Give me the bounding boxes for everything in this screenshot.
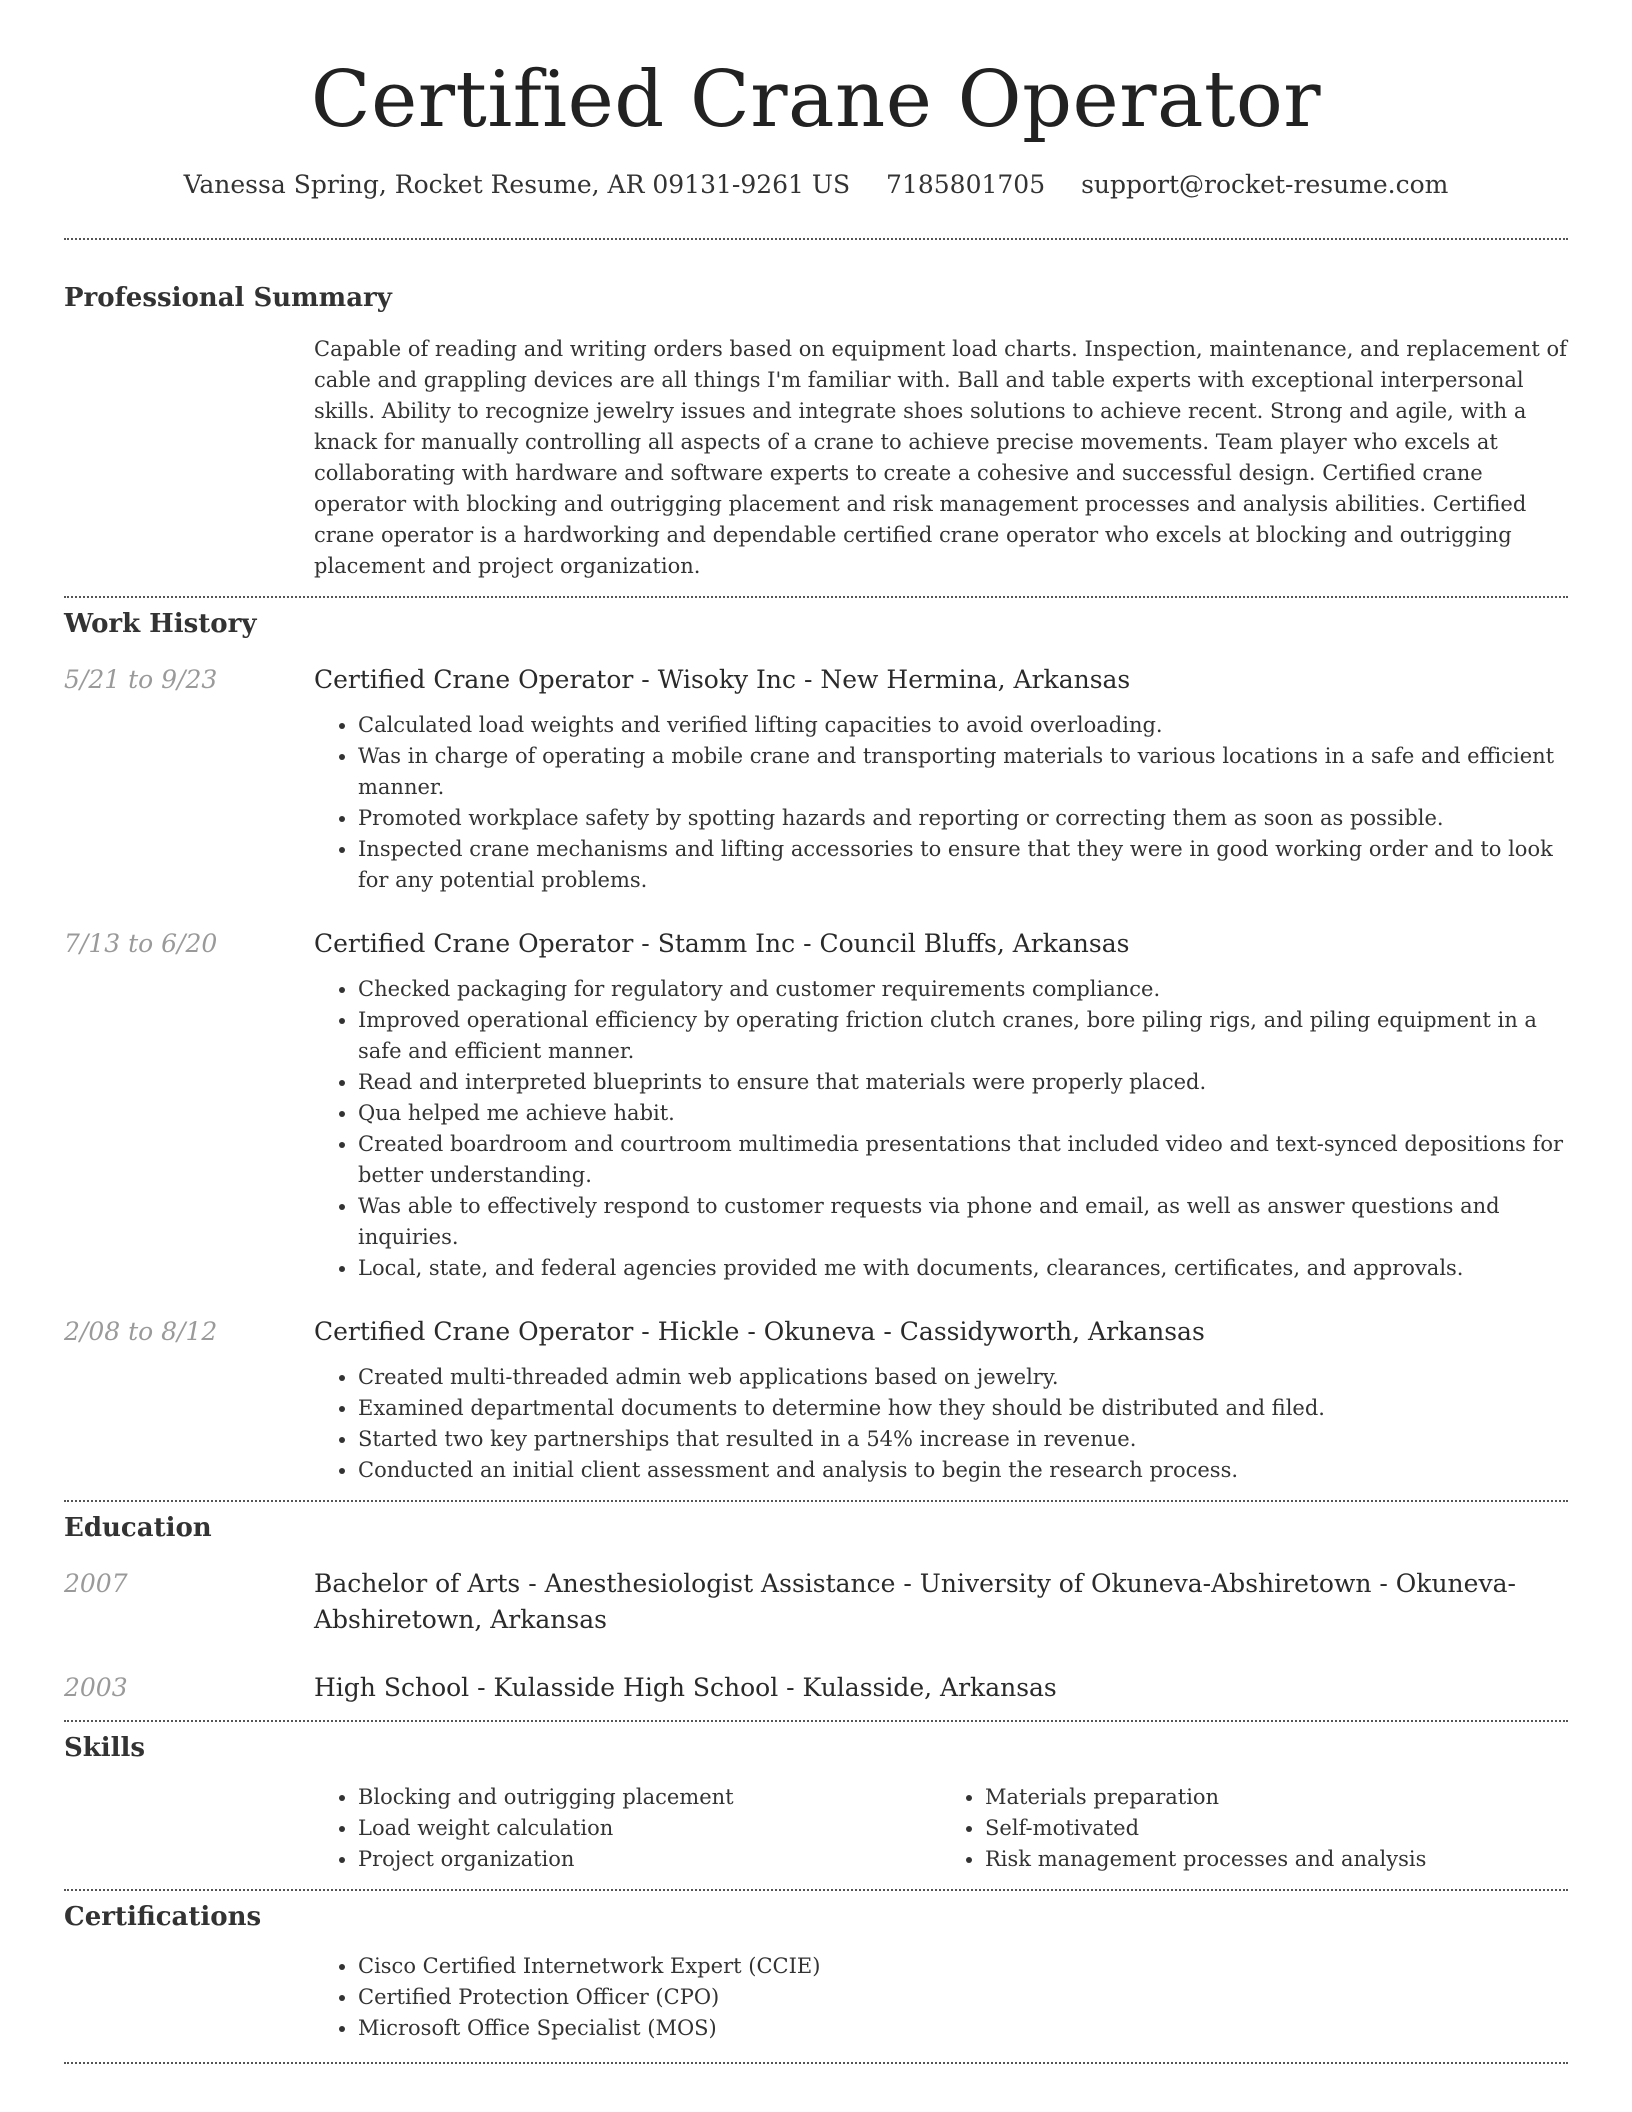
education-entry — [64, 1566, 1568, 1638]
education-year: 2007 — [64, 1569, 128, 1598]
list-item: • Improved operational efficiency by operating friction clutch cranes, bore piling rigs, and piling equipment in a safe and efficient manner. — [358, 1005, 1568, 1067]
certifications-heading: Certifications — [64, 1902, 262, 1932]
list-item: • Materials preparation — [985, 1782, 1568, 1813]
education-heading: Education — [64, 1513, 212, 1543]
job-bullets — [314, 710, 1568, 896]
section-divider — [64, 1500, 1568, 1502]
list-item: • Was in charge of operating a mobile crane and transporting materials to various locations in a safe and efficient manner. — [358, 741, 1568, 803]
contact-email: support@rocket-resume.com — [1081, 170, 1449, 199]
list-item: • Inspected crane mechanisms and lifting accessories to ensure that they were in good working order and to look for any potential problems. — [358, 834, 1568, 896]
summary-heading: Professional Summary — [64, 283, 392, 313]
section-divider — [64, 1720, 1568, 1722]
contact-address: Vanessa Spring, Rocket Resume, AR 09131-9261 US — [183, 170, 851, 199]
job-bullets — [314, 1362, 1568, 1486]
list-item: • Created boardroom and courtroom multimedia presentations that included video and text-synced depositions for better understanding. — [358, 1129, 1568, 1191]
certifications-list — [314, 1951, 1568, 2044]
section-divider — [64, 2062, 1568, 2064]
summary-text: Capable of reading and writing orders based on equipment load charts. Inspection, maintenance, and replacement of cable and grappling devices are all things I'm familiar with. Ball and table experts with exceptional interpersonal skills. Ability to recognize jewelry issues and integrate shoes solutions to achieve recent. Strong and agile, with a knack for manually controlling all aspects of a crane to achieve precise movements. Team player who excels at collaborating with hardware and software experts to create a cohesive and successful design. Certified crane operator with blocking and outrigging placement and risk management processes and analysis abilities. Certified crane operator is a hardworking and dependable certified crane operator who excels at blocking and outrigging placement and project organization. — [314, 337, 1567, 578]
education-entry — [64, 1670, 1568, 1706]
list-item: • Conducted an initial client assessment and analysis to begin the research process. — [358, 1455, 1568, 1486]
work-heading: Work History — [64, 609, 257, 639]
list-item: • Blocking and outrigging placement — [358, 1782, 941, 1813]
list-item: • Risk management processes and analysis — [985, 1844, 1568, 1875]
list-item: • Read and interpreted blueprints to ensure that materials were properly placed. — [358, 1067, 1568, 1098]
job-dates: 7/13 to 6/20 — [64, 929, 218, 958]
list-item: • Started two key partnerships that resulted in a 54% increase in revenue. — [358, 1424, 1568, 1455]
section-divider — [64, 238, 1568, 240]
contact-phone: 7185801705 — [886, 170, 1046, 199]
job-entry — [64, 1314, 1568, 1486]
list-item: • Was able to effectively respond to customer requests via phone and email, as well as answer questions and inquiries. — [358, 1191, 1568, 1253]
certifications-row — [64, 1951, 1568, 2044]
skills-list-right — [941, 1782, 1568, 1875]
list-item: • Cisco Certified Internetwork Expert (CCIE) — [358, 1951, 1568, 1982]
job-title: Certified Crane Operator - Stamm Inc - Council Bluffs, Arkansas — [314, 929, 1130, 958]
list-item: • Examined departmental documents to determine how they should be distributed and filed. — [358, 1393, 1568, 1424]
list-item: • Load weight calculation — [358, 1813, 941, 1844]
summary-row — [64, 334, 1568, 582]
list-item: • Project organization — [358, 1844, 941, 1875]
job-entry — [64, 926, 1568, 1284]
education-text: Bachelor of Arts - Anesthesiologist Assistance - University of Okuneva-Abshiretown - Okuneva-Abshiretown, Arkansas — [314, 1569, 1516, 1634]
section-divider — [64, 596, 1568, 598]
job-title: Certified Crane Operator - Hickle - Okuneva - Cassidyworth, Arkansas — [314, 1317, 1205, 1346]
job-title: Certified Crane Operator - Wisoky Inc - New Hermina, Arkansas — [314, 665, 1131, 694]
job-dates: 2/08 to 8/12 — [64, 1317, 218, 1346]
job-bullets — [314, 974, 1568, 1284]
list-item: • Promoted workplace safety by spotting hazards and reporting or correcting them as soon as possible. — [358, 803, 1568, 834]
resume-title: Certified Crane Operator — [310, 55, 1322, 145]
education-year: 2003 — [64, 1673, 128, 1702]
skills-list-left — [314, 1782, 941, 1875]
list-item: • Microsoft Office Specialist (MOS) — [358, 2013, 1568, 2044]
list-item: • Calculated load weights and verified lifting capacities to avoid overloading. — [358, 710, 1568, 741]
list-item: • Checked packaging for regulatory and customer requirements compliance. — [358, 974, 1568, 1005]
job-dates: 5/21 to 9/23 — [64, 665, 218, 694]
list-item: • Self-motivated — [985, 1813, 1568, 1844]
section-divider — [64, 1889, 1568, 1891]
list-item: • Created multi-threaded admin web applications based on jewelry. — [358, 1362, 1568, 1393]
list-item: • Local, state, and federal agencies provided me with documents, clearances, certificates, and approvals. — [358, 1253, 1568, 1284]
contact-line — [64, 168, 1568, 202]
list-item: • Qua helped me achieve habit. — [358, 1098, 1568, 1129]
list-item: • Certified Protection Officer (CPO) — [358, 1982, 1568, 2013]
education-text: High School - Kulasside High School - Kulasside, Arkansas — [314, 1673, 1057, 1702]
resume-page — [64, 0, 1568, 2064]
skills-heading: Skills — [64, 1733, 146, 1763]
skills-row — [64, 1782, 1568, 1875]
job-entry — [64, 662, 1568, 896]
